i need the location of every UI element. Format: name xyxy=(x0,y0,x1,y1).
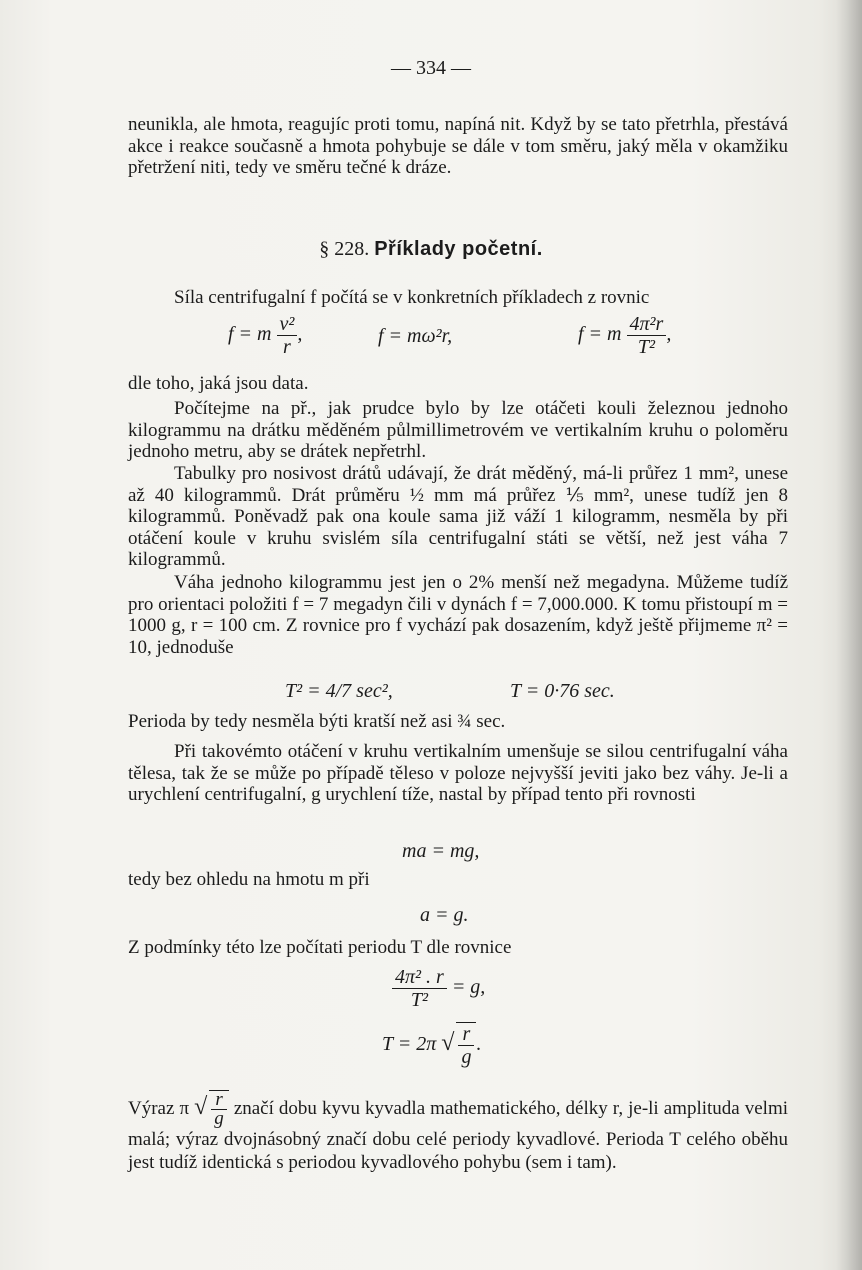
equation-centrifugal-v: f = m $\frac{\text{v²}}{r}$ , xyxy=(228,313,303,358)
equation-centrifugal-period: f = m $\frac{\text{4π²r}}{\text{T²}}$ , xyxy=(578,313,672,358)
paragraph-5: Tabulky pro nosivost drátů udávají, že drát měděný, má-li průřez 1 mm², unese až 40 kilogrammů. Drát průměru ½ mm má průřez ⅕ mm², unese tudíž jen 8 kilogrammů. Poněvadž pak ona koule sama již váží 1 kilogramm, nesměla by při otáčení koule v kruhu svislém síla centrifugalní státi se větší, než jest váha 7 kilogrammů. xyxy=(128,463,788,570)
paragraph-4: Počítejme na př., jak prudce bylo by lze otáčeti kouli železnou jednoho kilogrammu na drátku měděném půlmillimetrovém ve vertikalním kruhu o poloměru jednoho metru, aby se drátek nepřetrhl. xyxy=(128,398,788,462)
paragraph-10: Z podmínky této lze počítati periodu T dle rovnice xyxy=(128,937,512,958)
paragraph-3: dle toho, jaká jsou data. xyxy=(128,373,309,394)
section-number: § 228. xyxy=(319,238,370,260)
paragraph-6: Váha jednoho kilogrammu jest jen o 2% menší než megadyna. Můžeme tudíž pro orientaci položiti f = 7 megadyn čili v dynách f = 7,000.000. K tomu přistoupí m = 1000 g, r = 100 cm. Z rovnice pro f vychází pak dosazením, když ještě přijmeme π² = 10, jednoduše xyxy=(128,572,788,658)
paragraph-7: Perioda by tedy nesměla býti kratší než asi ¾ sec. xyxy=(128,711,506,732)
page-number: — 334 — xyxy=(391,57,471,79)
paragraph-1: neunikla, ale hmota, reagujíc proti tomu, napíná nit. Když by se tato přetrhla, přestává akce i reakce současně a hmota pohybuje se dále v tom směru, jaký měla v okamžiku přetržení niti, tedy ve směru tečné k dráze. xyxy=(128,114,788,178)
paragraph-8: Při takovémto otáčení v kruhu vertikalním umenšuje se silou centrifugalní váha tělesa, tak že se může po případě těleso v poloze nejvyšší jeviti jako bez váhy. Je-li a urychlení centrifugalní, g urychlení tíže, nastal by případ tento při rovnosti xyxy=(128,741,788,805)
section-title: Příklady početní. xyxy=(374,238,543,260)
page-edge-shadow xyxy=(836,0,862,1270)
paragraph-9: tedy bez ohledu na hmotu m při xyxy=(128,869,370,890)
equation-period-value: T = 0·76 sec. xyxy=(510,680,615,702)
equation-force-balance: ma = mg, xyxy=(402,840,480,862)
equation-acceleration: a = g. xyxy=(420,904,469,926)
equation-period-condition: $\frac{\text{4π² . r}}{\text{T²}}$ = g, xyxy=(392,966,485,1011)
section-heading xyxy=(0,238,862,261)
radical-sign: √ xyxy=(194,1093,208,1120)
paragraph-11: Výraz π √ $\frac{r}{g}$ značí dobu kyvu kyvadla mathematického, délky r, je-li amplituda velmi malá; výraz dvojnásobný značí dobu celé periody kyvadlové. Perioda T celého oběhu jest tudíž identická s periodou kyvadlového pohybu (sem i tam). xyxy=(128,1089,789,1173)
radical-sign: √ xyxy=(441,1030,455,1057)
equation-period-formula: T = 2π √ $\frac{r}{g}$ . xyxy=(382,1023,482,1068)
paragraph-2: Síla centrifugalní f počítá se v konkretních příkladech z rovnic xyxy=(174,287,650,308)
equation-period-squared: T² = 4/7 sec², xyxy=(285,680,393,702)
equation-centrifugal-omega: f = mω²r, xyxy=(378,325,453,347)
